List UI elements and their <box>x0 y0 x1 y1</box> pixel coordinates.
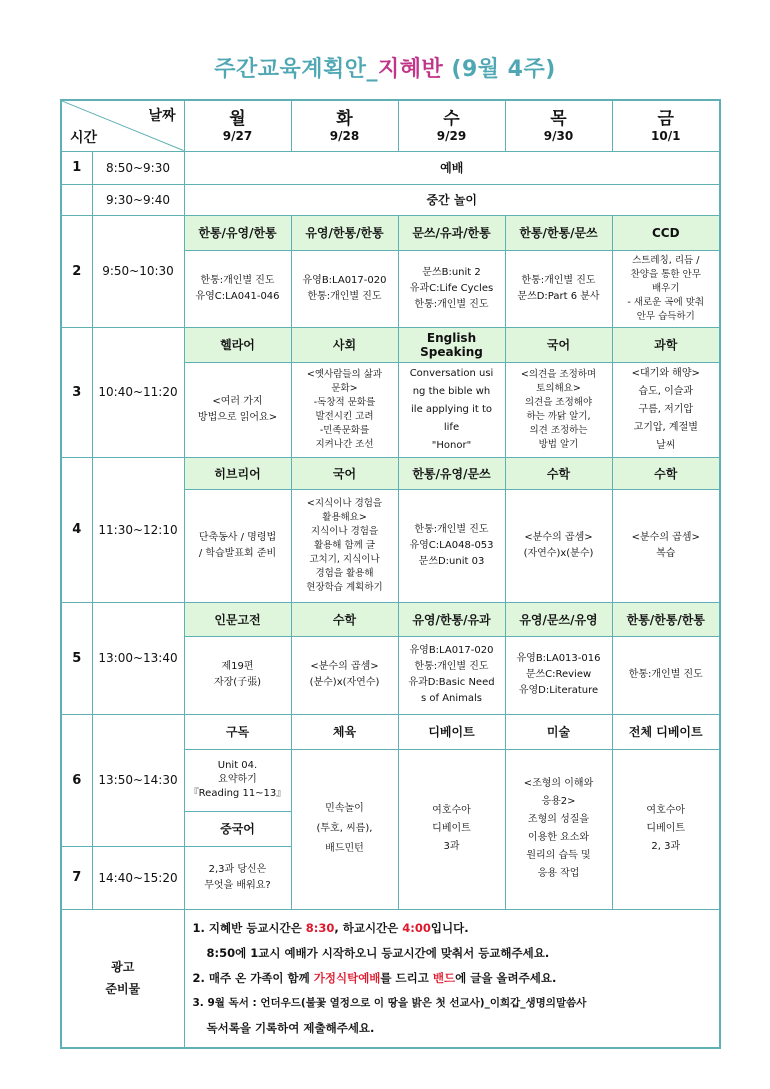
period-time: 13:00~13:40 <box>92 602 184 714</box>
period-number: 1 <box>61 151 92 184</box>
period-time: 9:30~9:40 <box>92 184 184 215</box>
subject-cell: English Speaking <box>398 327 505 362</box>
subject-cell: 수학 <box>505 457 612 489</box>
content-cell: <조형의 이해와 응용2> 조형의 성질을 이용한 요소와 원리의 습득 및 응용 작업 <box>505 749 612 909</box>
page-title: 주간교육계획안_지혜반 (9월 4주) <box>214 57 556 82</box>
subject-cell: 유영/한통/유과 <box>398 602 505 636</box>
content-cell: 한통:개인별 진도 유영C:LA048-053 문쓰D:unit 03 <box>398 489 505 602</box>
content-cell: 유영B:LA013-016 문쓰C:Review 유영D:Literature <box>505 636 612 714</box>
content-cell: 문쓰B:unit 2 유과C:Life Cycles 한통:개인별 진도 <box>398 250 505 327</box>
content-cell: 유영B:LA017-020 한통:개인별 진도 유과D:Basic Need s of Animals <box>398 636 505 714</box>
content-cell: 스트레칭, 리듬 / 찬양을 통한 안무 배우기 - 새로운 곡에 맞춰 안무 습득하기 <box>612 250 720 327</box>
day-header-tue: 화 9/28 <box>291 100 398 151</box>
period-number: 7 <box>61 846 92 909</box>
time-label: 시간 <box>70 129 98 146</box>
period-time: 9:50~10:30 <box>92 215 184 327</box>
period-time: 10:40~11:20 <box>92 327 184 457</box>
content-cell: <지식이나 경험을 활용해요> 지식이나 경험을 활용해 함께 글 고치기, 지식이나 경험을 활용해 현장학습 계획하기 <box>291 489 398 602</box>
break-cell: 중간 놀이 <box>184 184 720 215</box>
subject-cell: 헬라어 <box>184 327 291 362</box>
period-time: 13:50~14:30 <box>92 714 184 846</box>
subject-cell: 한통/유영/한통 <box>184 215 291 250</box>
content-cell: 한통:개인별 진도 <box>612 636 720 714</box>
notice-label: 광고 준비물 <box>61 909 184 1048</box>
day-header-thu: 목 9/30 <box>505 100 612 151</box>
subject-cell: 사회 <box>291 327 398 362</box>
empty-cell <box>61 184 92 215</box>
subject-cell: 디베이트 <box>398 714 505 749</box>
period-number: 4 <box>61 457 92 602</box>
date-label: 날짜 <box>148 108 176 124</box>
subject-cell: 한통/한통/한통 <box>612 602 720 636</box>
day-header-mon: 월 9/27 <box>184 100 291 151</box>
subject-cell: 국어 <box>291 457 398 489</box>
content-cell: Unit 04. 요약하기 『Reading 11~13』 <box>184 749 291 811</box>
period-time: 11:30~12:10 <box>92 457 184 602</box>
content-cell: <대기와 해양> 습도, 이슬과 구름, 저기압 고기압, 계절별 날씨 <box>612 362 720 457</box>
corner-cell <box>61 100 184 151</box>
period-number: 3 <box>61 327 92 457</box>
content-cell: 여호수아 디베이트 3과 <box>398 749 505 909</box>
subject-cell: CCD <box>612 215 720 250</box>
content-cell: Conversation usi ng the bible wh ile applying it to life "Honor" <box>398 362 505 457</box>
content-cell: <분수의 곱셈> (분수)x(자연수) <box>291 636 398 714</box>
content-cell: 여호수아 디베이트 2, 3과 <box>612 749 720 909</box>
subject-cell: 히브리어 <box>184 457 291 489</box>
content-cell: <의견을 조정하며 토의해요> 의견을 조정해야 하는 까닭 알기, 의견 조정하는 방법 알기 <box>505 362 612 457</box>
subject-cell: 유영/한통/한통 <box>291 215 398 250</box>
content-cell: <분수의 곱셈> (자연수)x(분수) <box>505 489 612 602</box>
subject-cell: 국어 <box>505 327 612 362</box>
content-cell: <여러 가지 방법으로 읽어요> <box>184 362 291 457</box>
content-cell: 제19편 자장(子張) <box>184 636 291 714</box>
notice-cell: 1. 지혜반 등교시간은 8:30, 하교시간은 4:00입니다. 8:50에 1교시 예배가 시작하오니 등교시간에 맞춰서 등교해주세요. 2. 매주 온 가족이 함께 가정식탁예배를 드리고 밴드에 글을 올려주세요. 3. 9월 독서 : 언더우드(불꽃 열정으로 이 땅을 밝은 첫 선교사)_이희갑_생명의말씀사 독서록을 기록하여 제출해주세요. <box>184 909 720 1048</box>
subject-cell: 구독 <box>184 714 291 749</box>
subject-cell: 전체 디베이트 <box>612 714 720 749</box>
period-number: 2 <box>61 215 92 327</box>
period-time: 8:50~9:30 <box>92 151 184 184</box>
content-cell: 유영B:LA017-020 한통:개인별 진도 <box>291 250 398 327</box>
period-time: 14:40~15:20 <box>92 846 184 909</box>
subject-cell: 과학 <box>612 327 720 362</box>
subject-cell: 체육 <box>291 714 398 749</box>
subject-cell: 미술 <box>505 714 612 749</box>
day-header-fri: 금 10/1 <box>612 100 720 151</box>
content-cell: <분수의 곱셈> 복습 <box>612 489 720 602</box>
content-cell: 단축동사 / 명령법 / 학습발표회 준비 <box>184 489 291 602</box>
subject-cell: 중국어 <box>184 811 291 846</box>
period-number: 6 <box>61 714 92 846</box>
content-cell: 2,3과 당신은 무엇을 배워요? <box>184 846 291 909</box>
schedule-table <box>60 99 721 1049</box>
content-cell: <옛사람들의 삶과 문화> -독창적 문화를 발전시킨 고려 -민족문화를 지켜나간 조선 <box>291 362 398 457</box>
content-cell: 민속놀이 (투호, 씨름), 배드민턴 <box>291 749 398 909</box>
subject-cell: 문쓰/유과/한통 <box>398 215 505 250</box>
subject-cell: 유영/문쓰/유영 <box>505 602 612 636</box>
content-cell: 한통:개인별 진도 유영C:LA041-046 <box>184 250 291 327</box>
subject-cell: 한통/한통/문쓰 <box>505 215 612 250</box>
period-number: 5 <box>61 602 92 714</box>
content-cell: 한통:개인별 진도 문쓰D:Part 6 분사 <box>505 250 612 327</box>
subject-cell: 한통/유영/문쓰 <box>398 457 505 489</box>
subject-cell: 수학 <box>291 602 398 636</box>
worship-cell: 예배 <box>184 151 720 184</box>
subject-cell: 수학 <box>612 457 720 489</box>
day-header-wed: 수 9/29 <box>398 100 505 151</box>
subject-cell: 인문고전 <box>184 602 291 636</box>
